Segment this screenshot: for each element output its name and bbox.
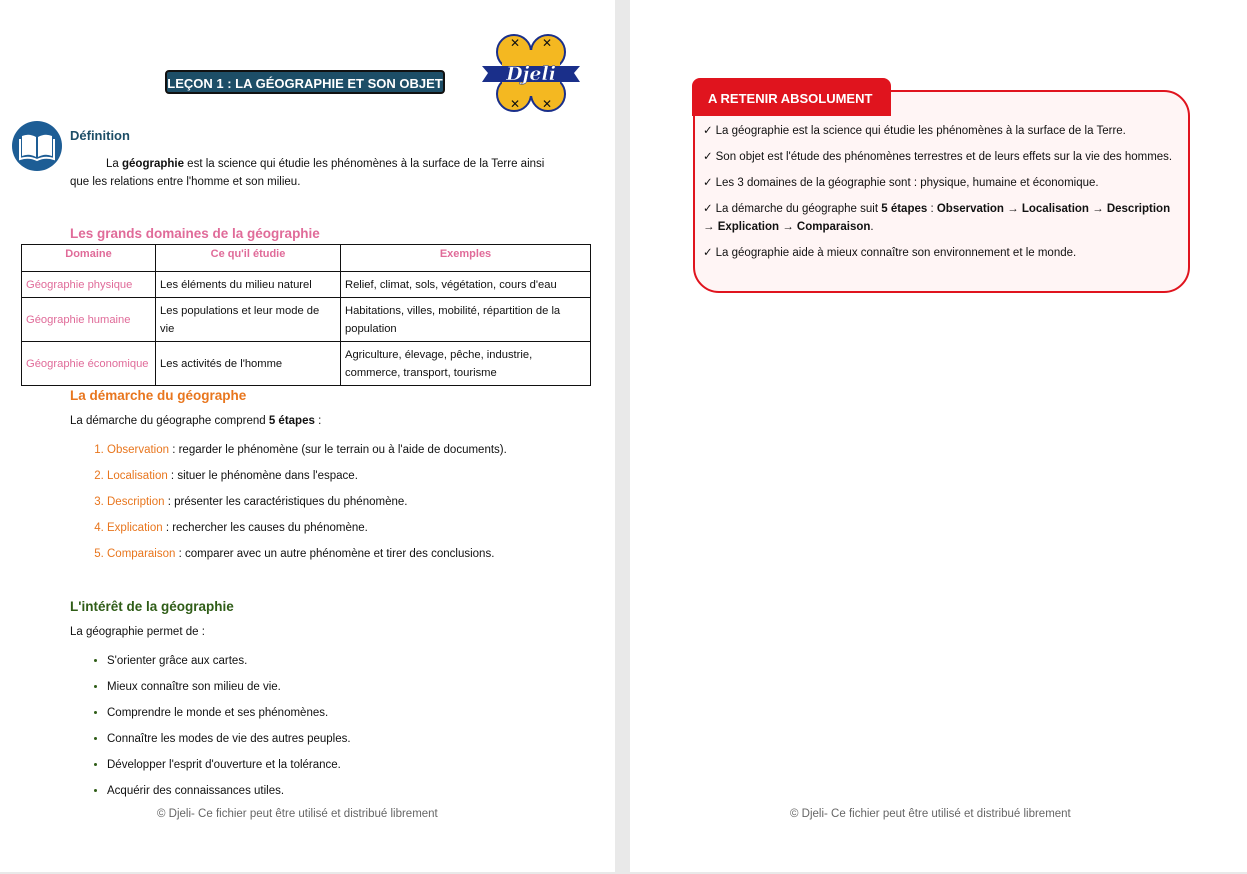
interest-intro: La géographie permet de :	[70, 626, 205, 638]
lesson-title: LEÇON 1 : LA GÉOGRAPHIE ET SON OBJET	[165, 70, 445, 94]
studies-cell: Les éléments du milieu naturel	[156, 272, 341, 298]
approach-intro: La démarche du géographe comprend 5 étapes :	[70, 415, 322, 427]
domain-cell: Géographie humaine	[22, 298, 156, 342]
domains-table	[21, 244, 591, 386]
page-footer: © Djeli- Ce fichier peut être utilisé et distribué librement	[157, 808, 438, 820]
studies-cell: Les populations et leur mode de vie	[156, 298, 341, 342]
check-icon: ✓	[703, 203, 713, 215]
retain-title: A RETENIR ABSOLUMENT	[692, 78, 891, 116]
list-item: • Comprendre le monde et ses phénomènes.	[107, 704, 587, 730]
column-header: Ce qu'il étudie	[156, 245, 341, 272]
list-item: ✓ La géographie est la science qui étudie les phénomènes à la surface de la Terre.	[703, 125, 1126, 137]
examples-cell: Habitations, villes, mobilité, répartition de la population	[341, 298, 591, 342]
svg-text:✕: ✕	[542, 36, 553, 50]
interest-heading: L'intérêt de la géographie	[70, 599, 234, 614]
column-header: Domaine	[22, 245, 156, 272]
list-item: 5. Comparaison : comparer avec un autre phénomène et tirer des conclusions.	[107, 545, 607, 571]
svg-text:✕: ✕	[510, 36, 521, 50]
list-item: • Mieux connaître son milieu de vie.	[107, 678, 587, 704]
check-icon: ✓	[703, 151, 713, 163]
definition-text: La géographie est la science qui étudie les phénomènes à la surface de la Terre ainsi que les relations entre l'homme et son milieu.	[70, 158, 545, 188]
list-item: 3. Description : présenter les caractéristiques du phénomène.	[107, 493, 607, 519]
definition-heading: Définition	[70, 128, 130, 143]
steps-list	[70, 441, 607, 571]
examples-cell: Relief, climat, sols, végétation, cours d'eau	[341, 272, 591, 298]
domains-heading: Les grands domaines de la géographie	[70, 226, 320, 241]
list-item: 2. Localisation : situer le phénomène dans l'espace.	[107, 467, 607, 493]
svg-text:✕: ✕	[542, 97, 553, 111]
book-icon	[11, 120, 63, 172]
table-row	[22, 272, 591, 298]
right-page	[630, 0, 1247, 872]
list-item: • Acquérir des connaissances utiles.	[107, 782, 587, 808]
list-item: 4. Explication : rechercher les causes du phénomène.	[107, 519, 607, 545]
domain-cell: Géographie physique	[22, 272, 156, 298]
list-item: ✓ La démarche du géographe suit 5 étapes : Observation → Localisation → Description → Explication → Comparaison.	[703, 203, 1171, 233]
svg-text:Djeli: Djeli	[506, 63, 556, 85]
table-row	[22, 342, 591, 386]
svg-text:✕: ✕	[510, 97, 521, 111]
examples-cell: Agriculture, élevage, pêche, industrie, commerce, transport, tourisme	[341, 342, 591, 386]
left-page	[0, 0, 615, 872]
domain-cell: Géographie économique	[22, 342, 156, 386]
page-footer: © Djeli- Ce fichier peut être utilisé et distribué librement	[790, 808, 1071, 820]
studies-cell: Les activités de l'homme	[156, 342, 341, 386]
benefits-list	[70, 652, 587, 808]
check-icon: ✓	[703, 247, 713, 259]
list-item: ✓ Les 3 domaines de la géographie sont : physique, humaine et économique.	[703, 177, 1099, 189]
check-icon: ✓	[703, 125, 713, 137]
djeli-logo	[480, 30, 582, 116]
list-item: 1. Observation : regarder le phénomène (sur le terrain ou à l'aide de documents).	[107, 441, 607, 467]
approach-heading: La démarche du géographe	[70, 388, 247, 403]
list-item: ✓ Son objet est l'étude des phénomènes terrestres et de leurs effets sur la vie des hommes.	[703, 151, 1173, 163]
list-item: ✓ La géographie aide à mieux connaître son environnement et le monde.	[703, 247, 1077, 259]
list-item: • Développer l'esprit d'ouverture et la tolérance.	[107, 756, 587, 782]
check-icon: ✓	[703, 177, 713, 189]
list-item: • Connaître les modes de vie des autres peuples.	[107, 730, 587, 756]
retain-list	[703, 122, 1181, 270]
column-header: Exemples	[341, 245, 591, 272]
table-row	[22, 298, 591, 342]
list-item: • S'orienter grâce aux cartes.	[107, 652, 587, 678]
